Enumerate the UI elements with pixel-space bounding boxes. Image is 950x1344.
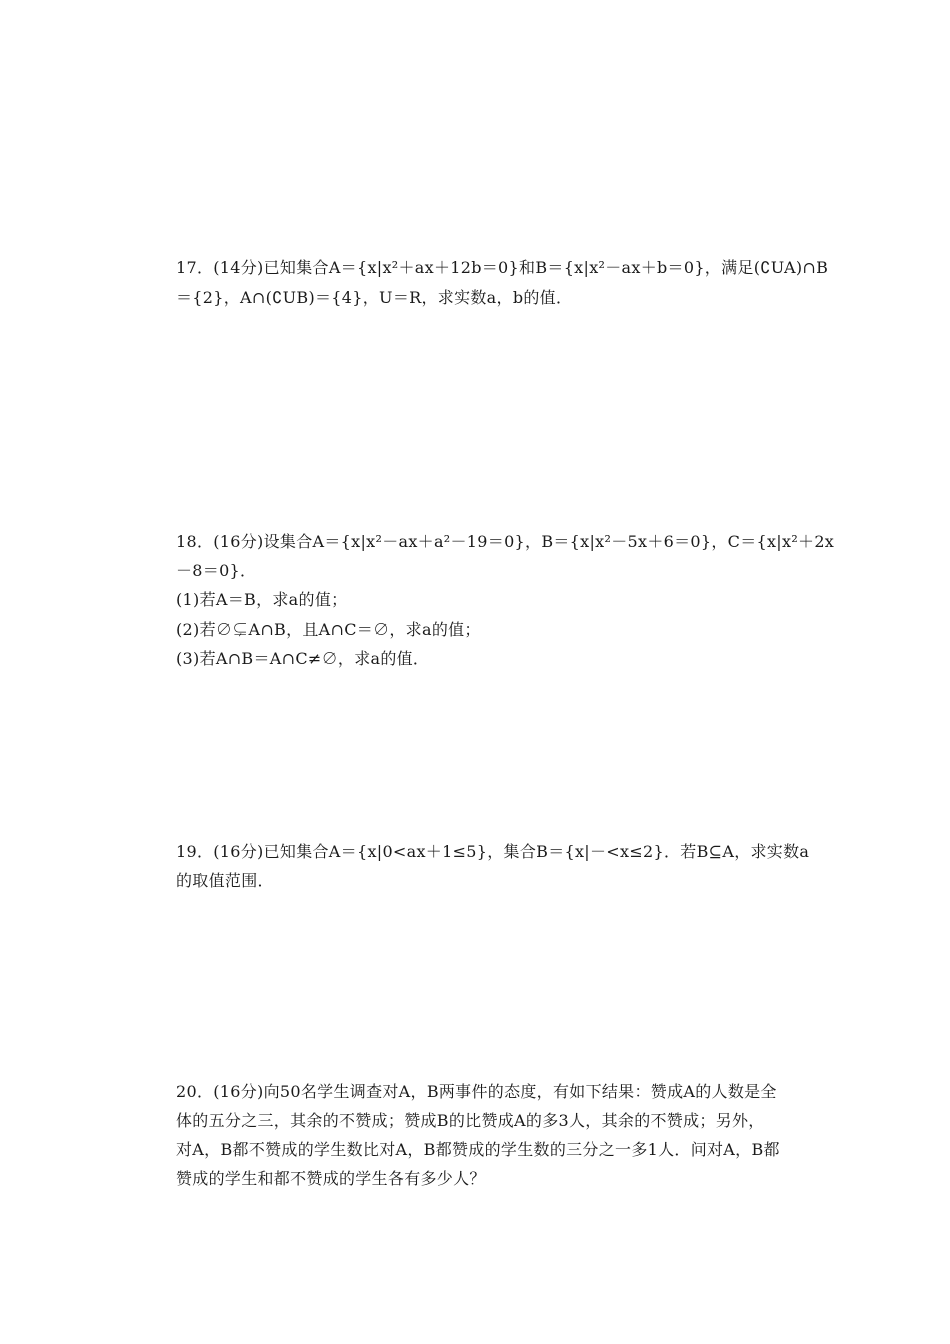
conjunction: 和 bbox=[519, 258, 536, 277]
question-17-line-1 bbox=[176, 258, 828, 278]
question-18-line-1: 18．(16分)设集合A＝{x|x²－ax＋a²－19＝0}，B＝{x|x²－5x＋6＝0}，C＝{x|x²＋2x bbox=[176, 532, 835, 551]
question-20-line-1: 20．(16分)向50名学生调查对A，B两事件的态度，有如下结果：赞成A的人数是全 bbox=[176, 1082, 777, 1101]
question-20-line-3: 对A，B都不赞成的学生数比对A，B都赞成的学生数的三分之一多1人．问对A，B都 bbox=[176, 1140, 780, 1159]
question-20-line-4: 赞成的学生和都不赞成的学生各有多少人？ bbox=[176, 1169, 486, 1188]
question-18-part-2: (2)若∅⊊A∩B，且A∩C＝∅，求a的值； bbox=[176, 620, 481, 639]
question-18-part-3: (3)若A∩B＝A∩C≠∅，求a的值． bbox=[176, 649, 430, 668]
question-18-part-1: (1)若A＝B，求a的值； bbox=[176, 590, 348, 609]
set-b-definition: B＝{x|x²－ax＋b＝0} bbox=[535, 258, 705, 277]
question-19-line-1: 19．(16分)已知集合A＝{x|0<ax＋1≤5}，集合B＝{x|－<x≤2}．若B⊆A，求实数a bbox=[176, 842, 810, 861]
question-19-line-2: 的取值范围． bbox=[176, 871, 274, 890]
question-17-line-2: ＝{2}，A∩(∁UB)＝{4}，U＝R，求实数a，b的值． bbox=[176, 288, 573, 307]
question-18-line-2: －8＝0}． bbox=[176, 561, 257, 580]
question-20-line-2: 体的五分之三，其余的不赞成；赞成B的比赞成A的多3人，其余的不赞成；另外， bbox=[176, 1111, 765, 1130]
question-17-text: 17．(14分)已知集合 bbox=[176, 258, 329, 277]
set-a-definition: A＝{x|x²＋ax＋12b＝0} bbox=[328, 258, 520, 277]
condition-text: ，满足(∁UA)∩B bbox=[704, 258, 829, 277]
